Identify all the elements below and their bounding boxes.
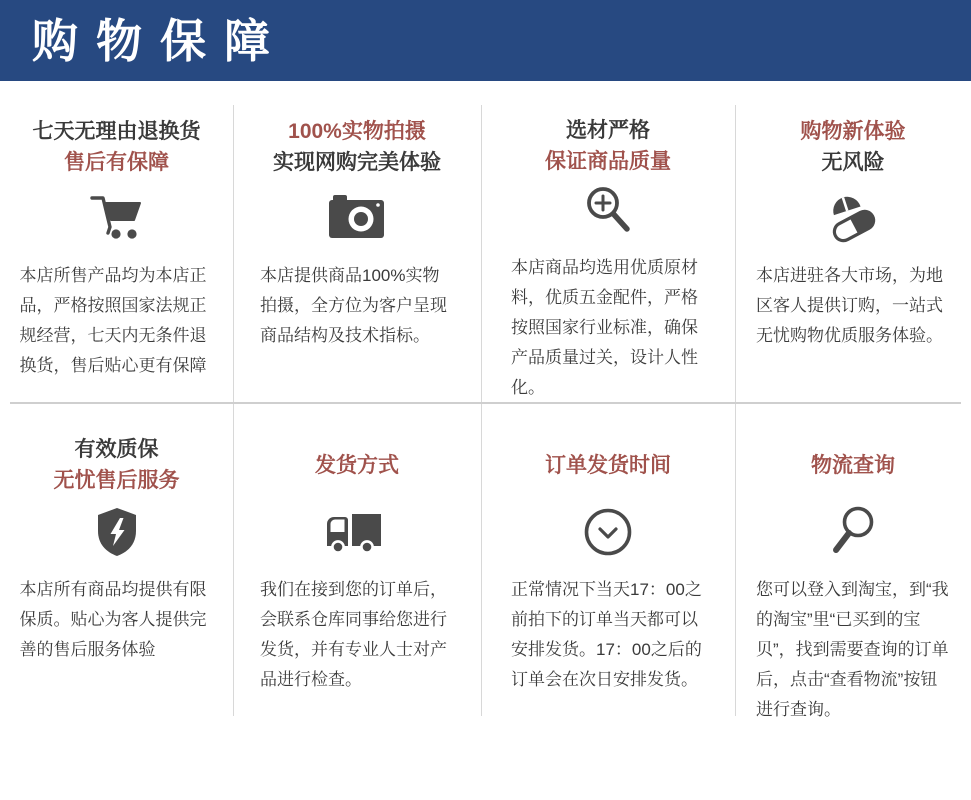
card-subtitle: 售后有保障 [64, 151, 169, 174]
card-title: 购物新体验 [800, 120, 906, 143]
card-real-photos [233, 81, 481, 403]
card-title: 订单发货时间 [545, 453, 671, 477]
card-title: 物流查询 [811, 453, 895, 477]
card-description: 本店提供商品100%实物拍摄，全方位为客户呈现商品结构及技术指标。 [260, 266, 447, 345]
card-description: 您可以登入到淘宝，到“我的淘宝”里“已买到的宝贝”，找到需要查询的订单后，点击“查看物流”按钮进行查询。 [756, 580, 949, 719]
zoom-in-magnifier-icon [580, 177, 636, 245]
card-logistics-tracking [735, 403, 971, 800]
card-description: 本店所售产品均为本店正品，严格按照国家法规正规经营，七天内无条件退换货，售后贴心更有保障 [19, 266, 207, 375]
card-description: 我们在接到您的订单后，会联系仓库同事给您进行发货，并有专业人士对产品进行检查。 [260, 580, 447, 689]
card-seven-day-return [0, 81, 233, 403]
card-title: 有效质保 [74, 438, 159, 461]
card-new-experience [735, 81, 971, 403]
guarantee-grid [0, 81, 971, 800]
card-subtitle: 无忧售后服务 [53, 469, 180, 492]
card-description: 本店进驻各大市场，为地区客人提供订购，一站式无忧购物优质服务体验。 [756, 266, 943, 345]
pills-icon [820, 179, 886, 253]
card-warranty [0, 403, 233, 800]
card-strict-materials [481, 81, 735, 403]
card-titles [545, 433, 671, 497]
grid-row-1 [0, 81, 971, 403]
card-titles [54, 433, 180, 497]
column-divider [735, 105, 736, 716]
card-titles [273, 115, 441, 179]
card-titles [545, 115, 671, 177]
page-title: 购物保障 [32, 13, 288, 68]
card-titles [801, 115, 906, 179]
card-subtitle: 保证商品质量 [545, 150, 671, 173]
card-subtitle: 实现网购完美体验 [273, 151, 441, 174]
card-description: 正常情况下当天17：00之前拍下的订单当天都可以安排发货。17：00之后的订单会在次日安排发货。 [511, 580, 702, 689]
card-subtitle: 无风险 [821, 151, 885, 174]
grid-row-2 [0, 403, 971, 800]
card-title: 100%实物拍摄 [288, 120, 426, 143]
truck-icon [321, 497, 393, 567]
card-shipping-method [233, 403, 481, 800]
row-divider [10, 402, 961, 404]
logistics-search-icon [827, 497, 879, 567]
card-description: 本店商品均选用优质原材料，优质五金配件，严格按照国家行业标准，确保产品质量过关，设计人性化。 [511, 258, 698, 397]
card-title: 七天无理由退换货 [32, 120, 201, 143]
column-divider [481, 105, 482, 716]
card-shipping-time [481, 403, 735, 800]
clock-icon [582, 497, 634, 567]
card-title: 选材严格 [566, 119, 650, 142]
card-titles [33, 115, 201, 179]
card-titles [811, 433, 895, 497]
shopping-cart-icon [88, 179, 146, 253]
shield-lightning-icon [94, 497, 140, 567]
column-divider [233, 105, 234, 716]
header-banner [0, 0, 971, 81]
card-title: 发货方式 [315, 453, 399, 477]
card-titles [315, 433, 399, 497]
card-description: 本店所有商品均提供有限保质。贴心为客人提供完善的售后服务体验 [19, 580, 207, 659]
camera-icon [328, 179, 386, 253]
